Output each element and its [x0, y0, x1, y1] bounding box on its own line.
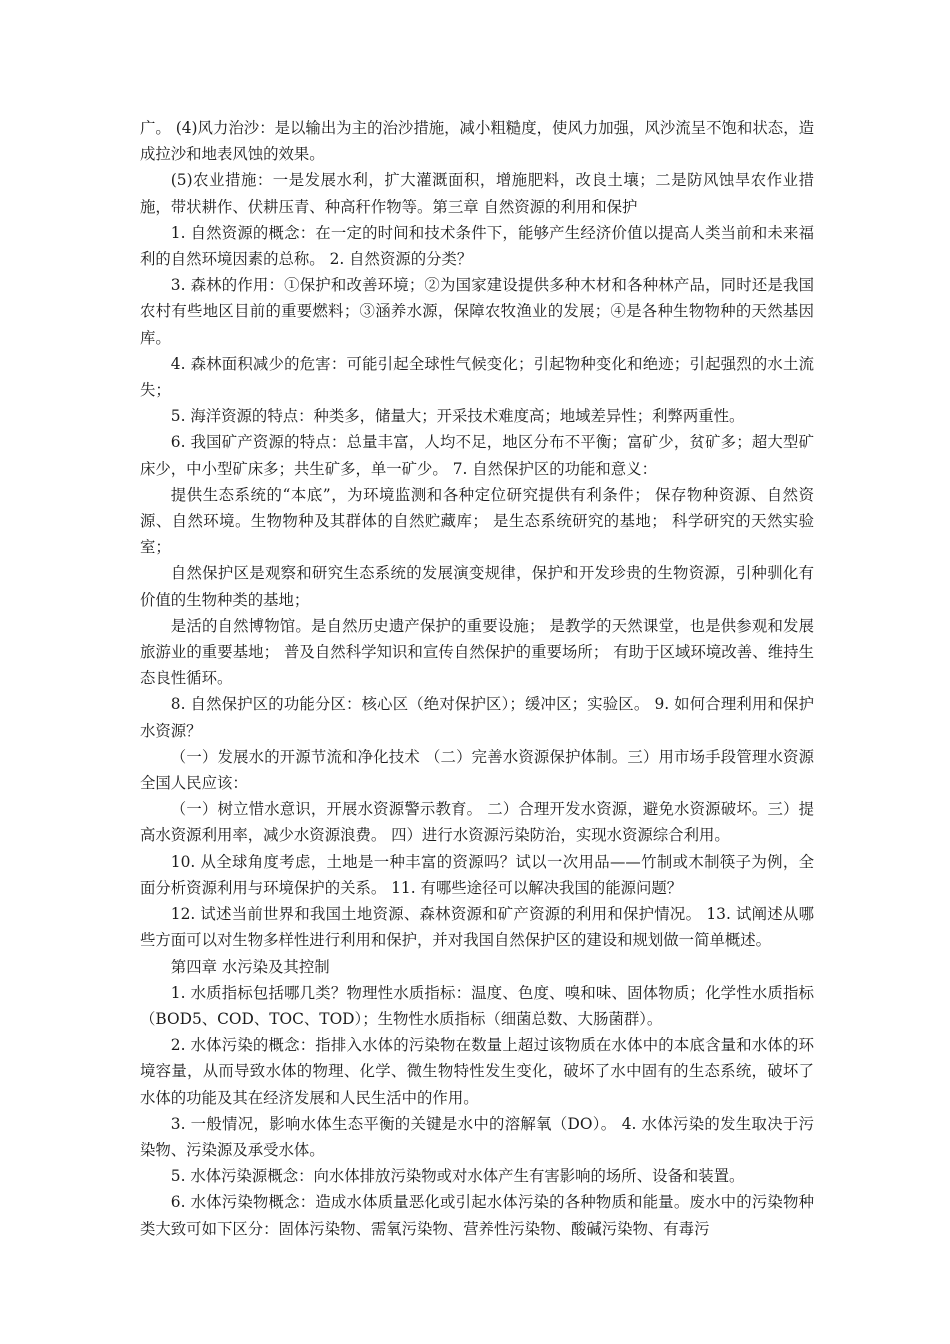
- document-page: [140, 115, 814, 1242]
- paragraph-water-public-actions: （一）树立惜水意识，开展水资源警示教育。 二）合理开发水资源，避免水资源破坏。三）提高水资源利用率，减少水资源浪费。 四）进行水资源污染防治，实现水资源综合利用。: [140, 800, 814, 845]
- chapter-4-heading: 第四章 水污染及其控制: [170, 957, 330, 976]
- paragraph-reserve-zoning: 8. 自然保护区的功能分区：核心区（绝对保护区）；缓冲区；实验区。 9. 如何合理利用和保护水资源？: [140, 695, 814, 740]
- paragraph-water-pollution-concept: 2. 水体污染的概念：指排入水体的污染物在数量上超过该物质在水体中的本底含量和水体的环境容量，从而导致水体的物理、化学、微生物特性发生变化，破坏了水中固有的生态系统，破坏了水体的功能及其在经济发展和人民生活中的作用。: [140, 1036, 814, 1107]
- paragraph-question-12-13: 12. 试述当前世界和我国土地资源、森林资源和矿产资源的利用和保护情况。 13. 试阐述从哪些方面可以对生物多样性进行利用和保护，并对我国自然保护区的建设和规划做一简单概述。: [140, 905, 814, 950]
- paragraph-forest-loss-harm: 4. 森林面积减少的危害：可能引起全球性气候变化；引起物种变化和绝迹；引起强烈的水土流失；: [140, 354, 814, 400]
- paragraph-agricultural-measures: (5)农业措施：一是发展水利，扩大灌溉面积，增施肥料，改良土壤；二是防风蚀旱农作业措施，带状耕作、伏耕压青、种高秆作物等。第三章 自然资源的利用和保护: [140, 171, 814, 216]
- paragraph-reserve-museum: 是活的自然博物馆。是自然历史遗产保护的重要设施； 是教学的天然课堂，也是供参观和发展旅游业的重要基地； 普及自然科学知识和宣传自然保护的重要场所； 有助于区域环境改善、维持生态良性循环。: [140, 616, 814, 688]
- paragraph-water-tech-measures: （一）发展水的开源节流和净化技术 （二）完善水资源保护体制。三）用市场手段管理水资源 全国人民应该：: [140, 747, 814, 793]
- paragraph-natural-resource-concept: 1. 自然资源的概念：在一定的时间和技术条件下，能够产生经济价值以提高人类当前和未来福利的自然环境因素的总称。 2. 自然资源的分类？: [140, 223, 814, 269]
- paragraph-pollution-source-concept: 5. 水体污染源概念：向水体排放污染物或对水体产生有害影响的场所、设备和装置。: [170, 1167, 745, 1186]
- paragraph-reserve-research-base: 自然保护区是观察和研究生态系统的发展演变规律，保护和开发珍贵的生物资源，引种驯化有价值的生物种类的基地；: [140, 564, 814, 609]
- paragraph-dissolved-oxygen: 3. 一般情况，影响水体生态平衡的关键是水中的溶解氧（DO）。 4. 水体污染的发生取决于污染物、污染源及承受水体。: [140, 1114, 814, 1159]
- paragraph-reserve-baseline: 提供生态系统的“本底”，为环境监测和各种定位研究提供有利条件； 保存物种资源、自然资源、自然环境。生物物种及其群体的自然贮藏库； 是生态系统研究的基地； 科学研究的天然实验室；: [140, 485, 814, 557]
- paragraph-pollutant-concept: 6. 水体污染物概念：造成水体质量恶化或引起水体污染的各种物质和能量。废水中的污染物种类大致可如下区分：固体污染物、需氧污染物、营养性污染物、酸碱污染物、有毒污: [140, 1193, 814, 1238]
- paragraph-ocean-resources: 5. 海洋资源的特点：种类多，储量大；开采技术难度高；地域差异性；利弊两重性。: [170, 407, 745, 426]
- paragraph-forest-functions: 3. 森林的作用：①保护和改善环境；②为国家建设提供多种木材和各种林产品，同时还是我国农村有些地区目前的重要燃料；③涵养水源，保障农牧渔业的发展；④是各种生物物种的天然基因库。: [140, 276, 814, 347]
- paragraph-question-10-11: 10. 从全球角度考虑，土地是一种丰富的资源吗？试以一次用品——竹制或木制筷子为例，全面分析资源利用与环境保护的关系。 11. 有哪些途径可以解决我国的能源问题？: [140, 852, 814, 897]
- paragraph-mineral-resources: 6. 我国矿产资源的特点：总量丰富，人均不足，地区分布不平衡；富矿少，贫矿多；超大型矿床少，中小型矿床多；共生矿多，单一矿少。 7. 自然保护区的功能和意义：: [140, 433, 814, 478]
- paragraph-water-quality-indicators: 1. 水质指标包括哪几类？物理性水质指标：温度、色度、嗅和味、固体物质；化学性水质指标（BOD5、COD、TOC、TOD）；生物性水质指标（细菌总数、大肠菌群）。: [140, 983, 814, 1028]
- paragraph-wind-sand-control: 广。 (4)风力治沙：是以输出为主的治沙措施，减小粗糙度，使风力加强，风沙流呈不饱和状态，造成拉沙和地表风蚀的效果。: [140, 119, 814, 164]
